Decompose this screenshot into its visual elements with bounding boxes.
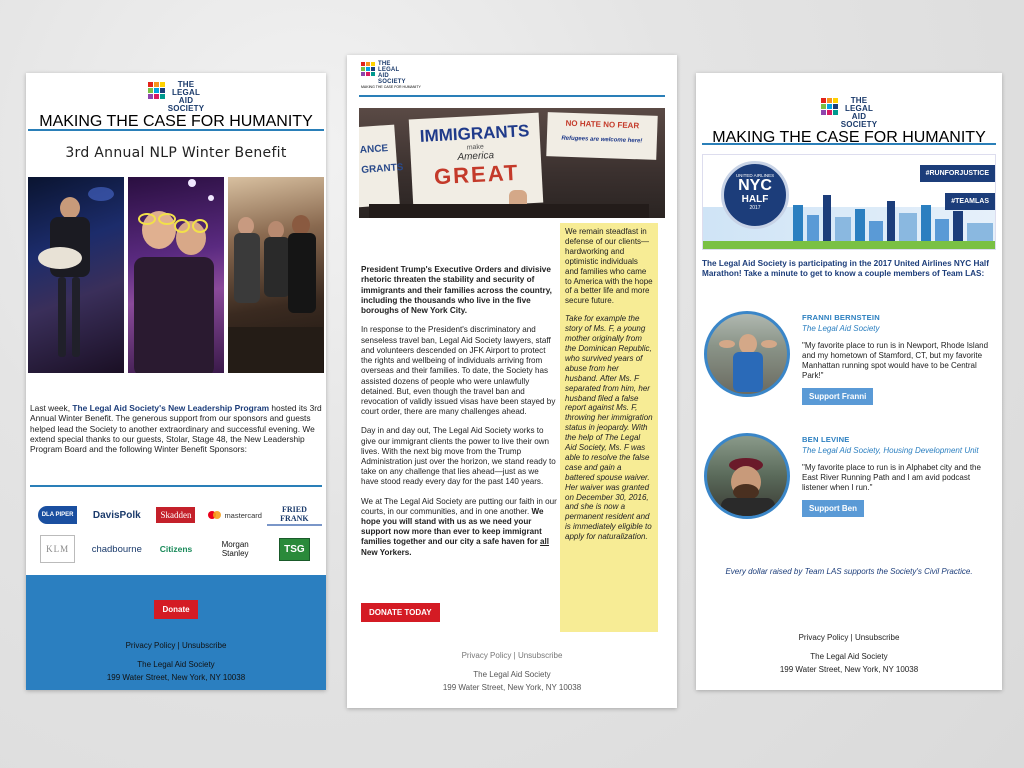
logo-square bbox=[154, 88, 159, 93]
runner-quote: "My favorite place to run is in Alphabet city and the East River Running Path and I am avid podcast listener when I run." bbox=[802, 462, 981, 492]
photo-guests bbox=[128, 177, 224, 373]
logo-tagline: MAKING THE CASE FOR HUMANITY bbox=[361, 85, 421, 89]
logo-square bbox=[154, 82, 159, 87]
lead-paragraph: President Trump's Executive Orders and divisive rhetoric threaten the stability and security of immigrants and their families across the country, including the thousands who live in the five boroughs of New York City. bbox=[361, 265, 552, 316]
sponsor-logos bbox=[30, 501, 322, 563]
sponsor-citizens: Citizens bbox=[159, 544, 193, 554]
support-ben-button[interactable]: Support Ben bbox=[802, 500, 864, 517]
sponsor-mastercard: mastercard bbox=[208, 501, 263, 529]
footer bbox=[696, 633, 1002, 676]
logo-square bbox=[821, 98, 826, 103]
address-block: The Legal Aid Society 199 Water Street, New York, NY 10038 bbox=[106, 660, 246, 682]
logo-square bbox=[821, 104, 826, 109]
logo-square bbox=[361, 62, 365, 66]
runner-org: The Legal Aid Society, Housing Development Unit bbox=[802, 446, 979, 455]
sponsor-morgan-stanley: Morgan Stanley bbox=[221, 540, 249, 558]
address-block: The Legal Aid Society 199 Water Street, New York, NY 10038 bbox=[442, 670, 582, 692]
hashtag-run-for-justice: #RUNFORJUSTICE bbox=[920, 165, 995, 182]
privacy-policy-link[interactable]: Privacy Policy bbox=[798, 633, 849, 642]
runner-card bbox=[702, 433, 996, 529]
email-card-immigrants bbox=[347, 55, 677, 708]
logo-tagline: MAKING THE CASE FOR HUMANITY bbox=[39, 113, 313, 130]
sidebar-story: We remain steadfast in defense of our clients—hardworking and optimistic individuals and families who came to America with the hope of a better life and more secure future. Take for example the story of Ms. F, a young mother originally from the Dominican Republic, who survived years of abuse from her husband. After Ms. F separated from him, her husband filed a false report against Ms. F, throwing her immigration status in jeopardy. With the help of The Legal Aid Society, Ms. F was able to resolve the false case and gain a battered spouse waiver. Her waiver was granted on December 30, 2016, and she is now a permanent resident and is immediately eligible to apply for naturalization. bbox=[560, 223, 658, 632]
privacy-policy-link[interactable]: Privacy Policy bbox=[125, 641, 176, 650]
privacy-policy-link[interactable]: Privacy Policy bbox=[461, 651, 512, 660]
logo: THE LEGAL AID SOCIETY MAKING THE CASE FOR HUMANITY bbox=[696, 73, 1002, 143]
logo-square bbox=[371, 67, 375, 71]
divider bbox=[30, 485, 322, 487]
logo-square bbox=[371, 72, 375, 76]
logo-square bbox=[827, 104, 832, 109]
logo-square bbox=[148, 82, 153, 87]
main-article bbox=[361, 265, 557, 567]
logo-square bbox=[148, 94, 153, 99]
runner-name: FRANNI BERNSTEIN bbox=[802, 313, 880, 322]
logo-mark-icon bbox=[361, 62, 375, 76]
logo-square bbox=[154, 94, 159, 99]
closing-text: Every dollar raised by Team LAS supports the Society's Civil Practice. bbox=[725, 567, 973, 576]
paragraph: We at The Legal Aid Society are putting our faith in our courts, in our communities, and in one another. We hope you will stand with us as we need your support now more than ever to keep immigrant families together and our city a safe haven for all New Yorkers. bbox=[361, 496, 557, 557]
logo: THE LEGAL AID SOCIETY MAKING THE CASE FOR HUMANITY bbox=[26, 73, 326, 129]
unsubscribe-link[interactable]: Unsubscribe bbox=[181, 641, 227, 650]
logo-square bbox=[361, 67, 365, 71]
footer bbox=[347, 651, 677, 694]
logo-square bbox=[833, 104, 838, 109]
runner-org: The Legal Aid Society bbox=[802, 324, 880, 333]
logo-square bbox=[366, 62, 370, 66]
logo: THE LEGAL AID SOCIETY MAKING THE CASE FOR HUMANITY bbox=[347, 55, 677, 93]
logo-square bbox=[833, 98, 838, 103]
email-card-winter-benefit bbox=[26, 73, 326, 690]
runner-card bbox=[702, 311, 996, 407]
logo-square bbox=[827, 98, 832, 103]
logo-tagline: MAKING THE CASE FOR HUMANITY bbox=[712, 129, 986, 146]
address-block: The Legal Aid Society 199 Water Street, New York, NY 10038 bbox=[779, 652, 919, 674]
nyc-half-badge: UNITED AIRLINES NYC HALF 2017 bbox=[721, 161, 789, 229]
paragraph: Day in and day out, The Legal Aid Society works to give our immigrant clients the power to live their own lives. With the next big move from the Trump Administration just over the horizon, we stand ready to take on any challenge that lies ahead—just as we have stood ready every day for the past 140 years. bbox=[361, 426, 556, 487]
sponsor-dla-piper: DLA PIPER bbox=[30, 501, 85, 529]
logo-square bbox=[148, 88, 153, 93]
page-title: 3rd Annual NLP Winter Benefit bbox=[65, 145, 287, 161]
footer-links: Privacy Policy | Unsubscribe bbox=[798, 633, 900, 642]
footer-links: Privacy Policy | Unsubscribe bbox=[125, 641, 227, 650]
runner-quote: "My favorite place to run is in Newport, Rhode Island and my hometown of Stamford, CT, but my favorite Manhattan running spot would have to be Central Park!" bbox=[802, 340, 989, 380]
sponsor-klm: KLM bbox=[30, 535, 85, 563]
logo-square bbox=[160, 88, 165, 93]
logo-square bbox=[160, 82, 165, 87]
email-card-nyc-half bbox=[696, 73, 1002, 690]
donate-button[interactable]: Donate bbox=[154, 600, 197, 619]
footer bbox=[26, 575, 326, 690]
sponsor-skadden: Skadden bbox=[148, 501, 203, 529]
logo-square bbox=[371, 62, 375, 66]
nyc-half-banner bbox=[702, 154, 996, 250]
donate-today-button[interactable]: DONATE TODAY bbox=[361, 603, 440, 622]
sponsor-tsg: TSG bbox=[267, 535, 322, 563]
logo-mark-icon bbox=[821, 98, 838, 115]
sponsor-chadbourne: chadbourne bbox=[91, 543, 142, 555]
footer-links: Privacy Policy | Unsubscribe bbox=[461, 651, 563, 660]
unsubscribe-link[interactable]: Unsubscribe bbox=[517, 651, 563, 660]
logo-mark-icon bbox=[148, 82, 165, 99]
photo-guitarist bbox=[28, 177, 124, 373]
body-text: Last week, The Legal Aid Society's New Leadership Program hosted its 3rd Annual Winter Benefit. The generous support from our sponsors and guests helped lead the Society to another extraordinary and successful evening. We extend special thanks to our guests, Stolar, Stage 48, the New Leadership Program Board and the following Winter Benefit Sponsors: bbox=[30, 403, 322, 455]
logo-square bbox=[833, 110, 838, 115]
logo-square bbox=[361, 72, 365, 76]
photo-crowd bbox=[228, 177, 324, 373]
logo-square bbox=[366, 67, 370, 71]
intro-text: The Legal Aid Society is participating in the 2017 United Airlines NYC Half Marathon! Take a minute to get to know a couple members of Team LAS: bbox=[702, 259, 989, 279]
avatar bbox=[704, 433, 790, 519]
divider bbox=[359, 95, 665, 97]
support-franni-button[interactable]: Support Franni bbox=[802, 388, 873, 405]
event-photos bbox=[28, 177, 324, 373]
paragraph: In response to the President's discriminatory and senseless travel ban, Legal Aid Society lawyers, staff and volunteers descended on JFK Airport to protect the rights and wellbeing of individuals arriving from overseas and their families. To date, the Society has assisted dozens of people who were unlawfully detained. But, even though the travel ban and revocation of validly issued visas have been stayed by court order, there are many challenges ahead. bbox=[361, 325, 556, 417]
protest-banner-image: ANCE GRANTS IMMIGRANTS make America GREAT NO HATE NO FEAR Refugees are welcome here! bbox=[359, 108, 665, 218]
sponsor-davis-polk: DavisPolk bbox=[92, 509, 141, 521]
runner-name: BEN LEVINE bbox=[802, 435, 850, 444]
logo-square bbox=[821, 110, 826, 115]
unsubscribe-link[interactable]: Unsubscribe bbox=[854, 633, 900, 642]
logo-square bbox=[160, 94, 165, 99]
sponsor-fried-frank: FRIED FRANK bbox=[267, 501, 322, 529]
logo-square bbox=[366, 72, 370, 76]
avatar bbox=[704, 311, 790, 397]
hashtag-team-las: #TEAMLAS bbox=[945, 193, 995, 210]
logo-square bbox=[827, 110, 832, 115]
